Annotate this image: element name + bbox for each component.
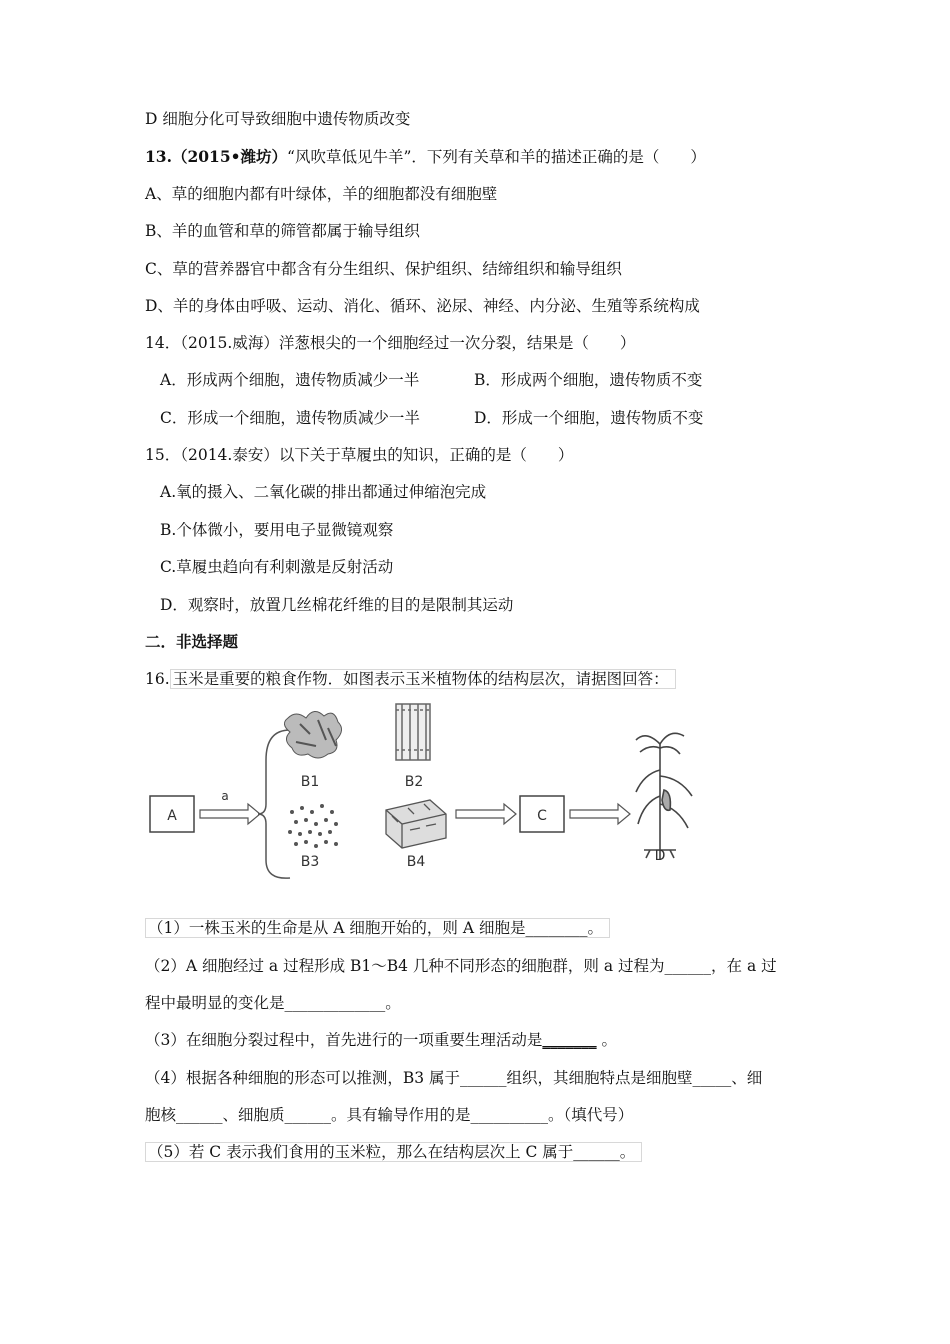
q13-number: 13. [145,147,172,166]
q13-source: （2015•潍坊） [171,147,288,166]
b4-label: B4 [406,854,426,870]
question-13 [145,147,706,167]
arrow-to-c [456,804,516,824]
section-heading: 二．非选择题 [145,632,239,651]
q13-option-b: B、羊的血管和草的筛管都属于输导组织 [145,222,420,240]
subquestion-3: （3）在细胞分裂过程中，首先进行的一项重要生理活动是_______ 。 [145,1030,618,1049]
b1-tissue-image [284,711,341,758]
corn-plant-image [636,733,692,860]
question-16 [145,669,676,689]
q14-option-c: C．形成一个细胞，遗传物质减少一半 [160,409,420,427]
q14-option-b: B．形成两个细胞，遗传物质不变 [474,371,703,389]
subquestion-5: （5）若 C 表示我们食用的玉米粒，那么在结构层次上 C 属于______。 [145,1142,642,1162]
q12-option-d: D 细胞分化可导致细胞中遗传物质改变 [145,110,411,128]
subquestion-4-line-1: （4）根据各种细胞的形态可以推测，B3 属于______组织，其细胞特点是细胞壁_____、细 [145,1069,763,1087]
q13-text: “风吹草低见牛羊”．下列有关草和羊的描述正确的是（ ） [287,148,706,166]
subquestion-2-line-2: 程中最明显的变化是_____________。 [145,994,401,1012]
subquestion-1: （1）一株玉米的生命是从 A 细胞开始的，则 A 细胞是________。 [145,918,610,938]
q15-option-a: A.氧的摄入、二氧化碳的排出都通过伸缩泡完成 [160,483,487,501]
q13-option-c: C、草的营养器官中都含有分生组织、保护组织、结缔组织和输导组织 [145,260,622,278]
subquestion-4-line-2: 胞核______、细胞质______。具有输导作用的是__________。（填代号） [145,1106,634,1124]
corn-structure-diagram [140,700,720,880]
b3-tissue-image [288,804,338,848]
arrow-a [200,804,260,824]
answer-blank: _______ [542,1030,597,1049]
b2-label: B2 [404,774,424,790]
q15-option-d: D．观察时，放置几丝棉花纤维的目的是限制其运动 [160,596,514,614]
box-a-label: A [167,808,177,824]
subquestion-2-line-1: （2）A 细胞经过 a 过程形成 B1～B4 几种不同形态的细胞群，则 a 过程为______，在 a 过 [145,957,777,975]
q14-option-d: D．形成一个细胞，遗传物质不变 [474,409,704,427]
q13-option-d: D、羊的身体由呼吸、运动、消化、循环、泌尿、神经、内分泌、生殖等系统构成 [145,297,700,315]
q14-option-a: A．形成两个细胞，遗传物质减少一半 [160,371,420,389]
arrow-to-d [570,804,630,824]
d-label: D [654,848,666,864]
q16-text: 玉米是重要的粮食作物．如图表示玉米植物体的结构层次，请据图回答： [170,669,676,689]
q15-option-c: C.草履虫趋向有利刺激是反射活动 [160,558,394,576]
b1-label: B1 [300,774,320,790]
b4-tissue-image [386,800,446,848]
b2-tissue-image [396,704,430,760]
q16-number: 16. [145,670,170,688]
question-14: 14．（2015.威海）洋葱根尖的一个细胞经过一次分裂，结果是（ ） [145,334,636,352]
brace [258,730,290,878]
b3-label: B3 [300,854,320,870]
arrow-a-label: a [221,789,229,803]
question-15: 15．（2014.泰安）以下关于草履虫的知识，正确的是（ ） [145,446,574,464]
q15-option-b: B.个体微小，要用电子显微镜观察 [160,521,394,539]
q13-option-a: A、草的细胞内都有叶绿体，羊的细胞都没有细胞壁 [145,185,498,203]
box-c-label: C [537,808,547,824]
